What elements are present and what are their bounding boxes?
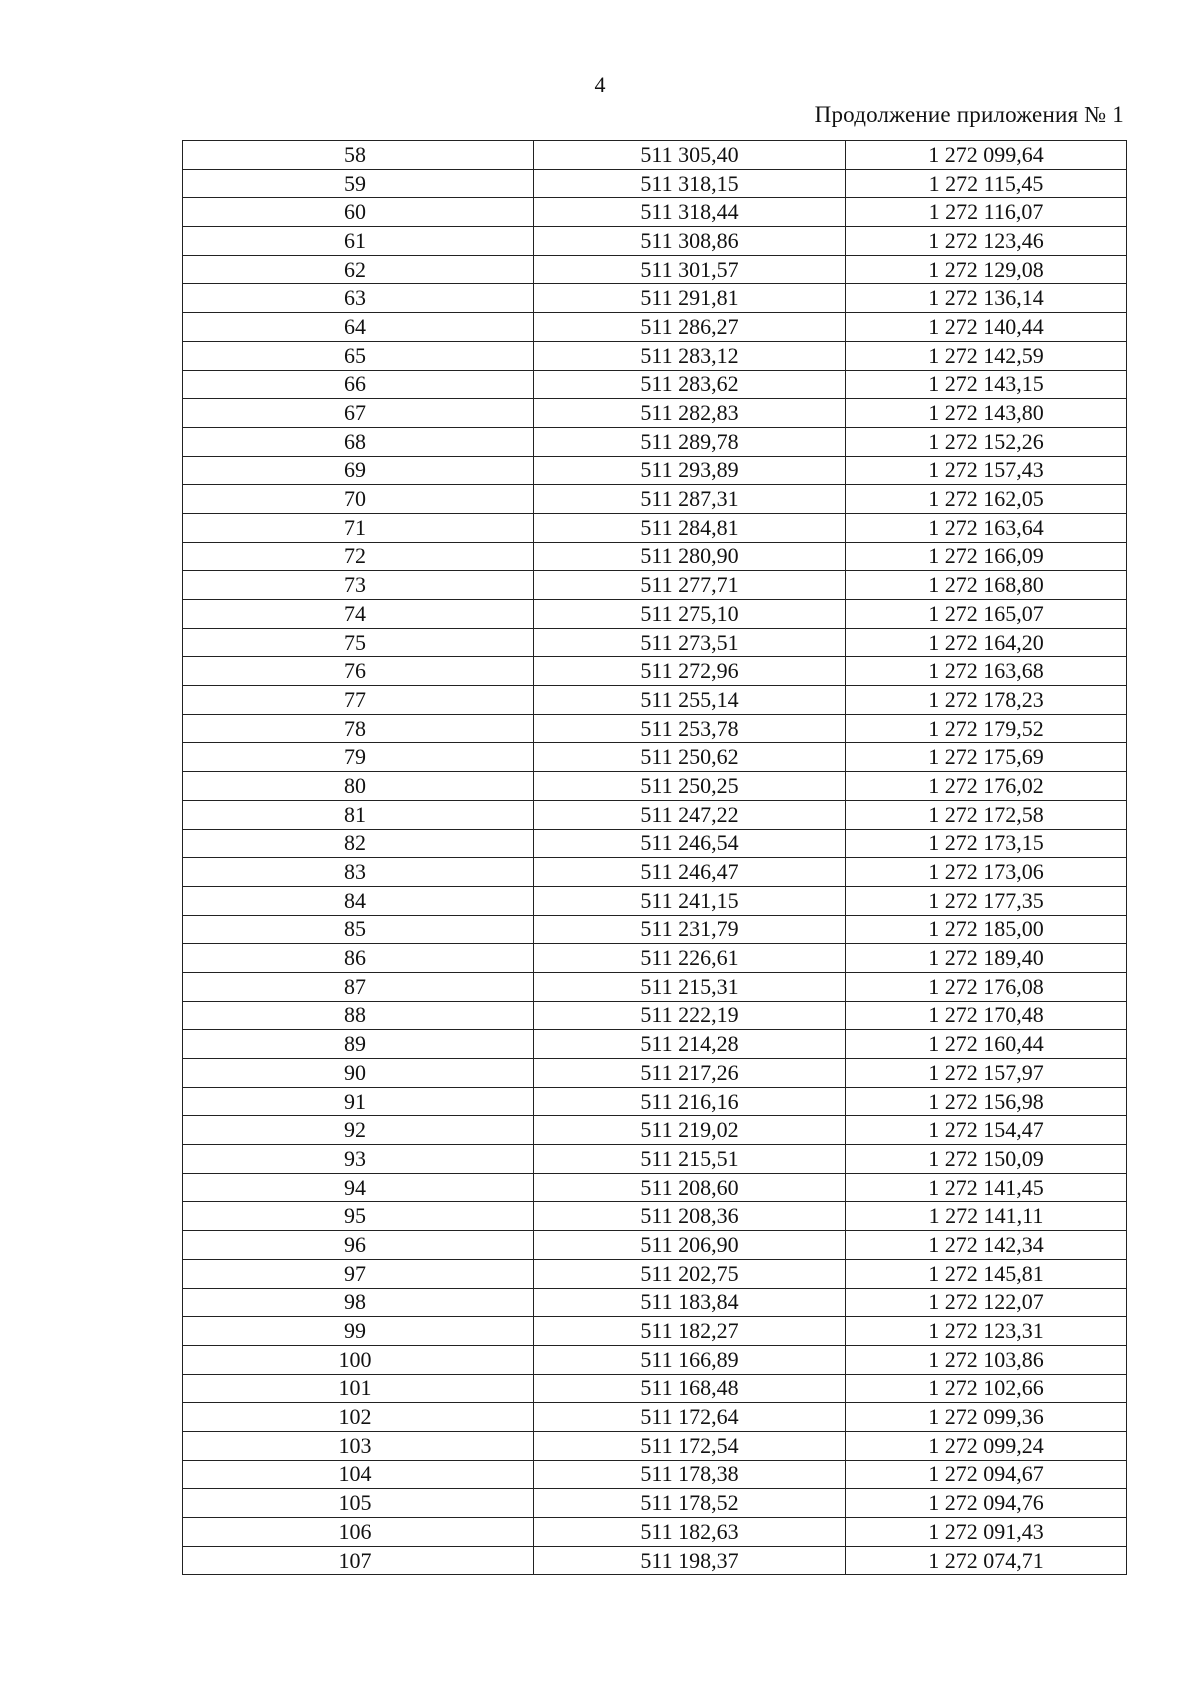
y-coordinate-cell: 1 272 074,71 bbox=[846, 1546, 1127, 1575]
point-number-cell: 67 bbox=[183, 399, 534, 428]
point-number-cell: 94 bbox=[183, 1173, 534, 1202]
y-coordinate-cell: 1 272 142,59 bbox=[846, 341, 1127, 370]
x-coordinate-cell: 511 217,26 bbox=[534, 1059, 846, 1088]
x-coordinate-cell: 511 182,27 bbox=[534, 1317, 846, 1346]
table-row bbox=[183, 571, 1127, 600]
point-number-cell: 89 bbox=[183, 1030, 534, 1059]
point-number-cell: 75 bbox=[183, 628, 534, 657]
x-coordinate-cell: 511 208,60 bbox=[534, 1173, 846, 1202]
y-coordinate-cell: 1 272 141,11 bbox=[846, 1202, 1127, 1231]
point-number-cell: 79 bbox=[183, 743, 534, 772]
table-row bbox=[183, 341, 1127, 370]
point-number-cell: 59 bbox=[183, 169, 534, 198]
coordinates-table bbox=[182, 140, 1127, 1575]
y-coordinate-cell: 1 272 123,31 bbox=[846, 1317, 1127, 1346]
table-row bbox=[183, 772, 1127, 801]
y-coordinate-cell: 1 272 094,67 bbox=[846, 1460, 1127, 1489]
continuation-heading: Продолжение приложения № 1 bbox=[814, 102, 1124, 127]
y-coordinate-cell: 1 272 143,80 bbox=[846, 399, 1127, 428]
table-row bbox=[183, 169, 1127, 198]
y-coordinate-cell: 1 272 145,81 bbox=[846, 1259, 1127, 1288]
x-coordinate-cell: 511 308,86 bbox=[534, 227, 846, 256]
point-number-cell: 64 bbox=[183, 313, 534, 342]
x-coordinate-cell: 511 182,63 bbox=[534, 1518, 846, 1547]
x-coordinate-cell: 511 216,16 bbox=[534, 1087, 846, 1116]
point-number-cell: 71 bbox=[183, 513, 534, 542]
x-coordinate-cell: 511 283,12 bbox=[534, 341, 846, 370]
table-row bbox=[183, 255, 1127, 284]
table-row bbox=[183, 1403, 1127, 1432]
table-row bbox=[183, 886, 1127, 915]
x-coordinate-cell: 511 250,62 bbox=[534, 743, 846, 772]
table-row bbox=[183, 915, 1127, 944]
y-coordinate-cell: 1 272 163,64 bbox=[846, 513, 1127, 542]
point-number-cell: 73 bbox=[183, 571, 534, 600]
point-number-cell: 92 bbox=[183, 1116, 534, 1145]
y-coordinate-cell: 1 272 099,36 bbox=[846, 1403, 1127, 1432]
x-coordinate-cell: 511 178,38 bbox=[534, 1460, 846, 1489]
y-coordinate-cell: 1 272 141,45 bbox=[846, 1173, 1127, 1202]
x-coordinate-cell: 511 246,47 bbox=[534, 858, 846, 887]
x-coordinate-cell: 511 275,10 bbox=[534, 600, 846, 629]
point-number-cell: 107 bbox=[183, 1546, 534, 1575]
x-coordinate-cell: 511 272,96 bbox=[534, 657, 846, 686]
y-coordinate-cell: 1 272 162,05 bbox=[846, 485, 1127, 514]
x-coordinate-cell: 511 255,14 bbox=[534, 686, 846, 715]
point-number-cell: 85 bbox=[183, 915, 534, 944]
table-row bbox=[183, 714, 1127, 743]
y-coordinate-cell: 1 272 103,86 bbox=[846, 1345, 1127, 1374]
x-coordinate-cell: 511 219,02 bbox=[534, 1116, 846, 1145]
y-coordinate-cell: 1 272 173,06 bbox=[846, 858, 1127, 887]
point-number-cell: 58 bbox=[183, 141, 534, 170]
x-coordinate-cell: 511 172,54 bbox=[534, 1431, 846, 1460]
table-row bbox=[183, 1087, 1127, 1116]
point-number-cell: 84 bbox=[183, 886, 534, 915]
coordinates-table-body bbox=[183, 141, 1127, 1575]
x-coordinate-cell: 511 222,19 bbox=[534, 1001, 846, 1030]
y-coordinate-cell: 1 272 157,97 bbox=[846, 1059, 1127, 1088]
point-number-cell: 78 bbox=[183, 714, 534, 743]
x-coordinate-cell: 511 166,89 bbox=[534, 1345, 846, 1374]
x-coordinate-cell: 511 282,83 bbox=[534, 399, 846, 428]
x-coordinate-cell: 511 318,44 bbox=[534, 198, 846, 227]
y-coordinate-cell: 1 272 165,07 bbox=[846, 600, 1127, 629]
table-row bbox=[183, 1317, 1127, 1346]
x-coordinate-cell: 511 183,84 bbox=[534, 1288, 846, 1317]
x-coordinate-cell: 511 305,40 bbox=[534, 141, 846, 170]
table-row bbox=[183, 141, 1127, 170]
table-row bbox=[183, 1546, 1127, 1575]
point-number-cell: 100 bbox=[183, 1345, 534, 1374]
x-coordinate-cell: 511 280,90 bbox=[534, 542, 846, 571]
table-row bbox=[183, 198, 1127, 227]
point-number-cell: 98 bbox=[183, 1288, 534, 1317]
table-row bbox=[183, 600, 1127, 629]
x-coordinate-cell: 511 215,51 bbox=[534, 1145, 846, 1174]
point-number-cell: 105 bbox=[183, 1489, 534, 1518]
table-row bbox=[183, 1030, 1127, 1059]
table-row bbox=[183, 542, 1127, 571]
x-coordinate-cell: 511 246,54 bbox=[534, 829, 846, 858]
table-row bbox=[183, 313, 1127, 342]
point-number-cell: 101 bbox=[183, 1374, 534, 1403]
point-number-cell: 60 bbox=[183, 198, 534, 227]
point-number-cell: 97 bbox=[183, 1259, 534, 1288]
point-number-cell: 95 bbox=[183, 1202, 534, 1231]
y-coordinate-cell: 1 272 142,34 bbox=[846, 1231, 1127, 1260]
table-row bbox=[183, 1001, 1127, 1030]
point-number-cell: 65 bbox=[183, 341, 534, 370]
table-row bbox=[183, 944, 1127, 973]
x-coordinate-cell: 511 289,78 bbox=[534, 427, 846, 456]
point-number-cell: 96 bbox=[183, 1231, 534, 1260]
point-number-cell: 66 bbox=[183, 370, 534, 399]
y-coordinate-cell: 1 272 157,43 bbox=[846, 456, 1127, 485]
point-number-cell: 91 bbox=[183, 1087, 534, 1116]
x-coordinate-cell: 511 214,28 bbox=[534, 1030, 846, 1059]
table-row bbox=[183, 1431, 1127, 1460]
y-coordinate-cell: 1 272 115,45 bbox=[846, 169, 1127, 198]
point-number-cell: 63 bbox=[183, 284, 534, 313]
table-row bbox=[183, 1288, 1127, 1317]
x-coordinate-cell: 511 172,64 bbox=[534, 1403, 846, 1432]
point-number-cell: 70 bbox=[183, 485, 534, 514]
y-coordinate-cell: 1 272 154,47 bbox=[846, 1116, 1127, 1145]
table-row bbox=[183, 628, 1127, 657]
table-row bbox=[183, 657, 1127, 686]
table-row bbox=[183, 1059, 1127, 1088]
point-number-cell: 62 bbox=[183, 255, 534, 284]
point-number-cell: 80 bbox=[183, 772, 534, 801]
y-coordinate-cell: 1 272 170,48 bbox=[846, 1001, 1127, 1030]
point-number-cell: 77 bbox=[183, 686, 534, 715]
x-coordinate-cell: 511 168,48 bbox=[534, 1374, 846, 1403]
y-coordinate-cell: 1 272 094,76 bbox=[846, 1489, 1127, 1518]
point-number-cell: 103 bbox=[183, 1431, 534, 1460]
y-coordinate-cell: 1 272 136,14 bbox=[846, 284, 1127, 313]
y-coordinate-cell: 1 272 177,35 bbox=[846, 886, 1127, 915]
table-row bbox=[183, 1460, 1127, 1489]
x-coordinate-cell: 511 291,81 bbox=[534, 284, 846, 313]
y-coordinate-cell: 1 272 173,15 bbox=[846, 829, 1127, 858]
x-coordinate-cell: 511 253,78 bbox=[534, 714, 846, 743]
table-row bbox=[183, 227, 1127, 256]
table-row bbox=[183, 858, 1127, 887]
point-number-cell: 82 bbox=[183, 829, 534, 858]
table-row bbox=[183, 829, 1127, 858]
table-row bbox=[183, 1202, 1127, 1231]
table-row bbox=[183, 1116, 1127, 1145]
x-coordinate-cell: 511 293,89 bbox=[534, 456, 846, 485]
x-coordinate-cell: 511 273,51 bbox=[534, 628, 846, 657]
table-row bbox=[183, 485, 1127, 514]
y-coordinate-cell: 1 272 179,52 bbox=[846, 714, 1127, 743]
y-coordinate-cell: 1 272 160,44 bbox=[846, 1030, 1127, 1059]
y-coordinate-cell: 1 272 150,09 bbox=[846, 1145, 1127, 1174]
table-row bbox=[183, 513, 1127, 542]
table-row bbox=[183, 1173, 1127, 1202]
y-coordinate-cell: 1 272 129,08 bbox=[846, 255, 1127, 284]
x-coordinate-cell: 511 318,15 bbox=[534, 169, 846, 198]
y-coordinate-cell: 1 272 152,26 bbox=[846, 427, 1127, 456]
point-number-cell: 76 bbox=[183, 657, 534, 686]
y-coordinate-cell: 1 272 189,40 bbox=[846, 944, 1127, 973]
table-row bbox=[183, 1145, 1127, 1174]
x-coordinate-cell: 511 283,62 bbox=[534, 370, 846, 399]
point-number-cell: 81 bbox=[183, 800, 534, 829]
x-coordinate-cell: 511 206,90 bbox=[534, 1231, 846, 1260]
y-coordinate-cell: 1 272 122,07 bbox=[846, 1288, 1127, 1317]
y-coordinate-cell: 1 272 091,43 bbox=[846, 1518, 1127, 1547]
y-coordinate-cell: 1 272 176,02 bbox=[846, 772, 1127, 801]
table-row bbox=[183, 1518, 1127, 1547]
x-coordinate-cell: 511 231,79 bbox=[534, 915, 846, 944]
point-number-cell: 88 bbox=[183, 1001, 534, 1030]
table-row bbox=[183, 1259, 1127, 1288]
x-coordinate-cell: 511 284,81 bbox=[534, 513, 846, 542]
y-coordinate-cell: 1 272 176,08 bbox=[846, 972, 1127, 1001]
point-number-cell: 86 bbox=[183, 944, 534, 973]
table-row bbox=[183, 743, 1127, 772]
table-row bbox=[183, 1345, 1127, 1374]
point-number-cell: 74 bbox=[183, 600, 534, 629]
y-coordinate-cell: 1 272 178,23 bbox=[846, 686, 1127, 715]
table-row bbox=[183, 1489, 1127, 1518]
x-coordinate-cell: 511 226,61 bbox=[534, 944, 846, 973]
point-number-cell: 61 bbox=[183, 227, 534, 256]
x-coordinate-cell: 511 301,57 bbox=[534, 255, 846, 284]
point-number-cell: 69 bbox=[183, 456, 534, 485]
y-coordinate-cell: 1 272 156,98 bbox=[846, 1087, 1127, 1116]
point-number-cell: 87 bbox=[183, 972, 534, 1001]
point-number-cell: 72 bbox=[183, 542, 534, 571]
point-number-cell: 106 bbox=[183, 1518, 534, 1547]
y-coordinate-cell: 1 272 175,69 bbox=[846, 743, 1127, 772]
table-row bbox=[183, 399, 1127, 428]
x-coordinate-cell: 511 286,27 bbox=[534, 313, 846, 342]
table-row bbox=[183, 1374, 1127, 1403]
point-number-cell: 83 bbox=[183, 858, 534, 887]
x-coordinate-cell: 511 250,25 bbox=[534, 772, 846, 801]
point-number-cell: 68 bbox=[183, 427, 534, 456]
y-coordinate-cell: 1 272 116,07 bbox=[846, 198, 1127, 227]
point-number-cell: 93 bbox=[183, 1145, 534, 1174]
y-coordinate-cell: 1 272 172,58 bbox=[846, 800, 1127, 829]
x-coordinate-cell: 511 287,31 bbox=[534, 485, 846, 514]
y-coordinate-cell: 1 272 185,00 bbox=[846, 915, 1127, 944]
x-coordinate-cell: 511 208,36 bbox=[534, 1202, 846, 1231]
y-coordinate-cell: 1 272 140,44 bbox=[846, 313, 1127, 342]
table-row bbox=[183, 1231, 1127, 1260]
table-row bbox=[183, 370, 1127, 399]
point-number-cell: 102 bbox=[183, 1403, 534, 1432]
y-coordinate-cell: 1 272 166,09 bbox=[846, 542, 1127, 571]
y-coordinate-cell: 1 272 163,68 bbox=[846, 657, 1127, 686]
x-coordinate-cell: 511 277,71 bbox=[534, 571, 846, 600]
point-number-cell: 104 bbox=[183, 1460, 534, 1489]
x-coordinate-cell: 511 198,37 bbox=[534, 1546, 846, 1575]
table-row bbox=[183, 800, 1127, 829]
table-row bbox=[183, 686, 1127, 715]
x-coordinate-cell: 511 178,52 bbox=[534, 1489, 846, 1518]
x-coordinate-cell: 511 247,22 bbox=[534, 800, 846, 829]
table-row bbox=[183, 972, 1127, 1001]
table-row bbox=[183, 456, 1127, 485]
y-coordinate-cell: 1 272 099,64 bbox=[846, 141, 1127, 170]
point-number-cell: 99 bbox=[183, 1317, 534, 1346]
y-coordinate-cell: 1 272 168,80 bbox=[846, 571, 1127, 600]
y-coordinate-cell: 1 272 164,20 bbox=[846, 628, 1127, 657]
x-coordinate-cell: 511 215,31 bbox=[534, 972, 846, 1001]
x-coordinate-cell: 511 202,75 bbox=[534, 1259, 846, 1288]
point-number-cell: 90 bbox=[183, 1059, 534, 1088]
y-coordinate-cell: 1 272 143,15 bbox=[846, 370, 1127, 399]
table-row bbox=[183, 427, 1127, 456]
y-coordinate-cell: 1 272 102,66 bbox=[846, 1374, 1127, 1403]
page-number: 4 bbox=[594, 72, 606, 97]
y-coordinate-cell: 1 272 123,46 bbox=[846, 227, 1127, 256]
y-coordinate-cell: 1 272 099,24 bbox=[846, 1431, 1127, 1460]
x-coordinate-cell: 511 241,15 bbox=[534, 886, 846, 915]
table-row bbox=[183, 284, 1127, 313]
